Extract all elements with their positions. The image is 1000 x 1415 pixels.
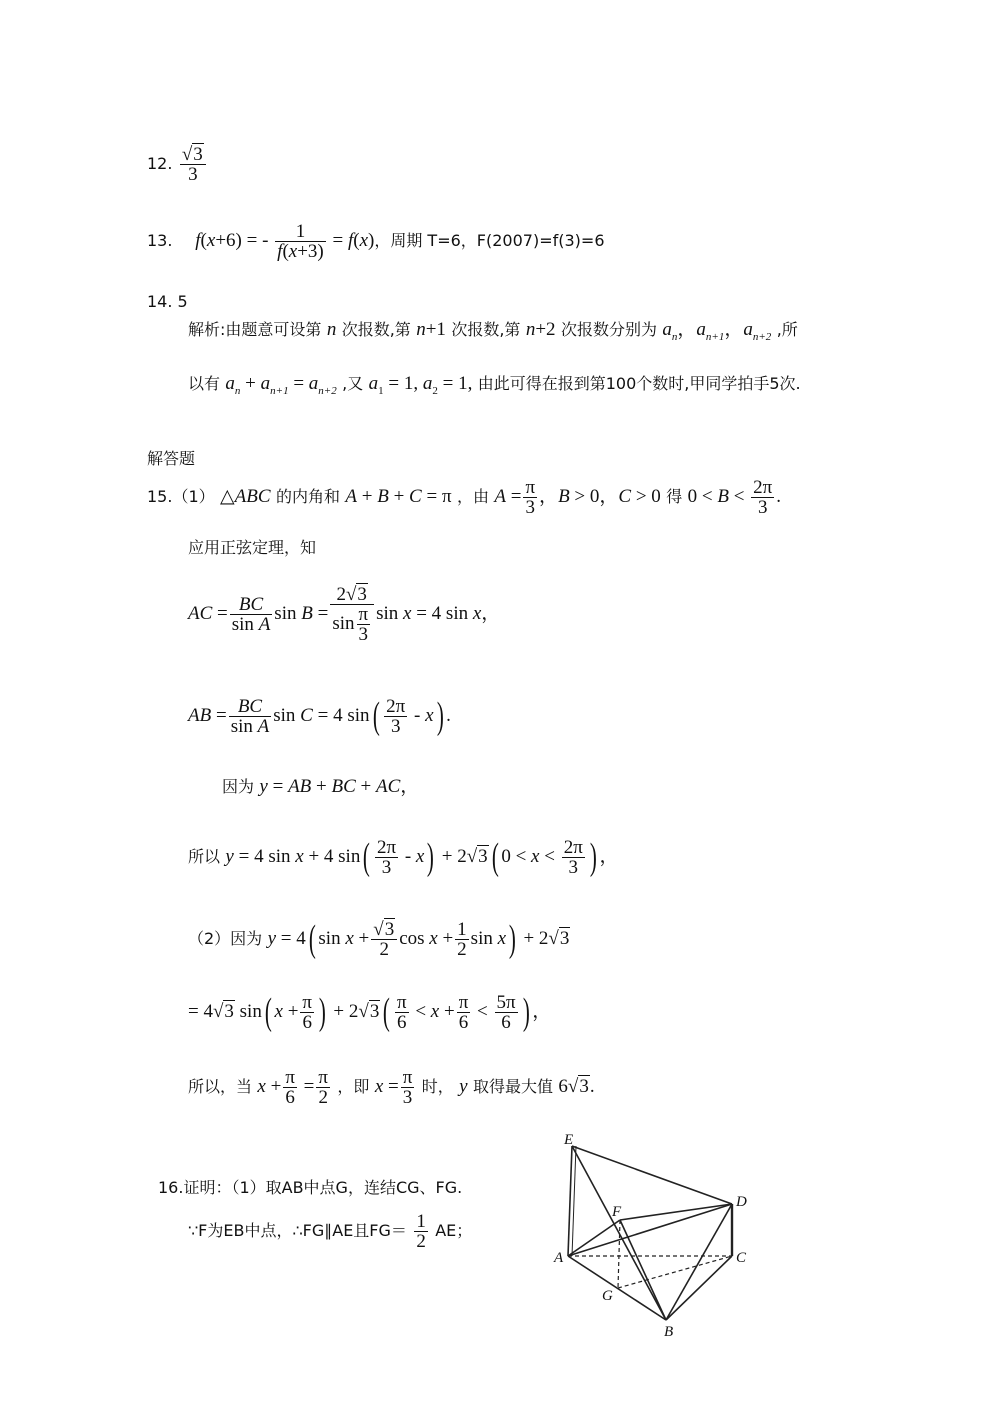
label-c: C <box>736 1250 747 1266</box>
period-text: ，周期 T=6， <box>374 230 477 250</box>
formula-ac: AC = $\frac{BC}{\text{sin A}}$ sin B = 2√3 sin $\frac{\pi}{3}$ sin x = 4 sin x， <box>188 584 501 645</box>
item-14-line2: 以有 $a_n + a_{n+1} = a_{n+2}$ ,又 $a_1 = 1$, $a_2 = 1$, 由此可得在报到第100个数时,甲同学拍手5次. <box>188 373 801 397</box>
label-a: A <box>554 1250 564 1266</box>
item-15-line7: （2）因为 y = 4( sin x + $\frac{√3}{2}$ cos x + $\frac{1}{2}$ sin x) + 2√3 <box>188 918 570 961</box>
edge-eb <box>572 1146 666 1320</box>
label-f: F <box>612 1204 622 1220</box>
section-title: 解答题 <box>147 449 196 468</box>
item-15-line5: 因为 y = AB + BC + AC， <box>222 776 420 797</box>
item-15-line2: 应用正弦定理，知 <box>188 538 317 557</box>
item-16-line2: ∵F为EB中点，∴FG∥AE且FG＝ $\frac{1}{2}$ AE； <box>188 1211 473 1252</box>
item-15-line1: 15.（1） △ABC 的内角和 A + B + C = π ，由 A = $\frac{\pi}{3}$ ，B > 0，C > 0 得 0 < B < $\frac{2\pi}{3}$ . <box>147 477 782 518</box>
item-13 <box>147 222 605 261</box>
item-14-line1: 解析:由题意可设第 n 次报数,第 n+1 次报数,第 n+2 次报数分别为 $a_n$，$a_{n+1}$，$a_{n+2}$ ,所 <box>188 319 798 343</box>
formula-line8: = 4√3 sin( x + $\frac{\pi}{6}$ ) + 2√3 ( $\frac{\pi}{6}$ < x + $\frac{\pi}{6}$ < $\frac{5\pi}{6}$ ) ， <box>188 991 552 1034</box>
edge-ed <box>572 1146 732 1204</box>
sqrt3-over-3: $\frac{√3}{3}$ <box>180 145 206 184</box>
item-15-line9: 所以，当 x + $\frac{\pi}{6}$ = $\frac{\pi}{2}$ ，即 x = $\frac{\pi}{3}$ 时， y 取得最大值 6√3. <box>188 1067 595 1108</box>
item-12 <box>147 145 208 184</box>
item-12-label: 12. <box>147 154 173 173</box>
edge-fa <box>568 1220 620 1256</box>
edge-fd <box>620 1204 732 1220</box>
formula-13: f(x+6) = - $\frac{1}{f(x+3)}$ = f(x) <box>195 221 375 262</box>
formula-ab: AB = $\frac{BC}{\text{sin A}}$ sin C = 4 sin( $\frac{2\pi}{3}$ - x) . <box>188 695 451 738</box>
label-b: B <box>664 1324 674 1338</box>
value-text: F(2007)=f(3)=6 <box>476 230 605 250</box>
label-d: D <box>736 1194 747 1210</box>
edge-ea <box>568 1146 572 1256</box>
geometry-figure <box>540 1128 760 1338</box>
item-13-label: 13. <box>147 230 173 250</box>
label-g: G <box>602 1288 613 1304</box>
item-15-line6: 所以 y = 4 sin x + 4 sin( $\frac{2\pi}{3}$ - x) + 2√3 ( 0 < x < $\frac{2\pi}{3}$ ) ， <box>188 836 619 879</box>
label-e: E <box>564 1132 574 1148</box>
item-16-line1: 16.证明：（1）取AB中点G，连结CG、FG. <box>158 1178 463 1197</box>
item-14-label: 14. 5 <box>147 292 188 311</box>
